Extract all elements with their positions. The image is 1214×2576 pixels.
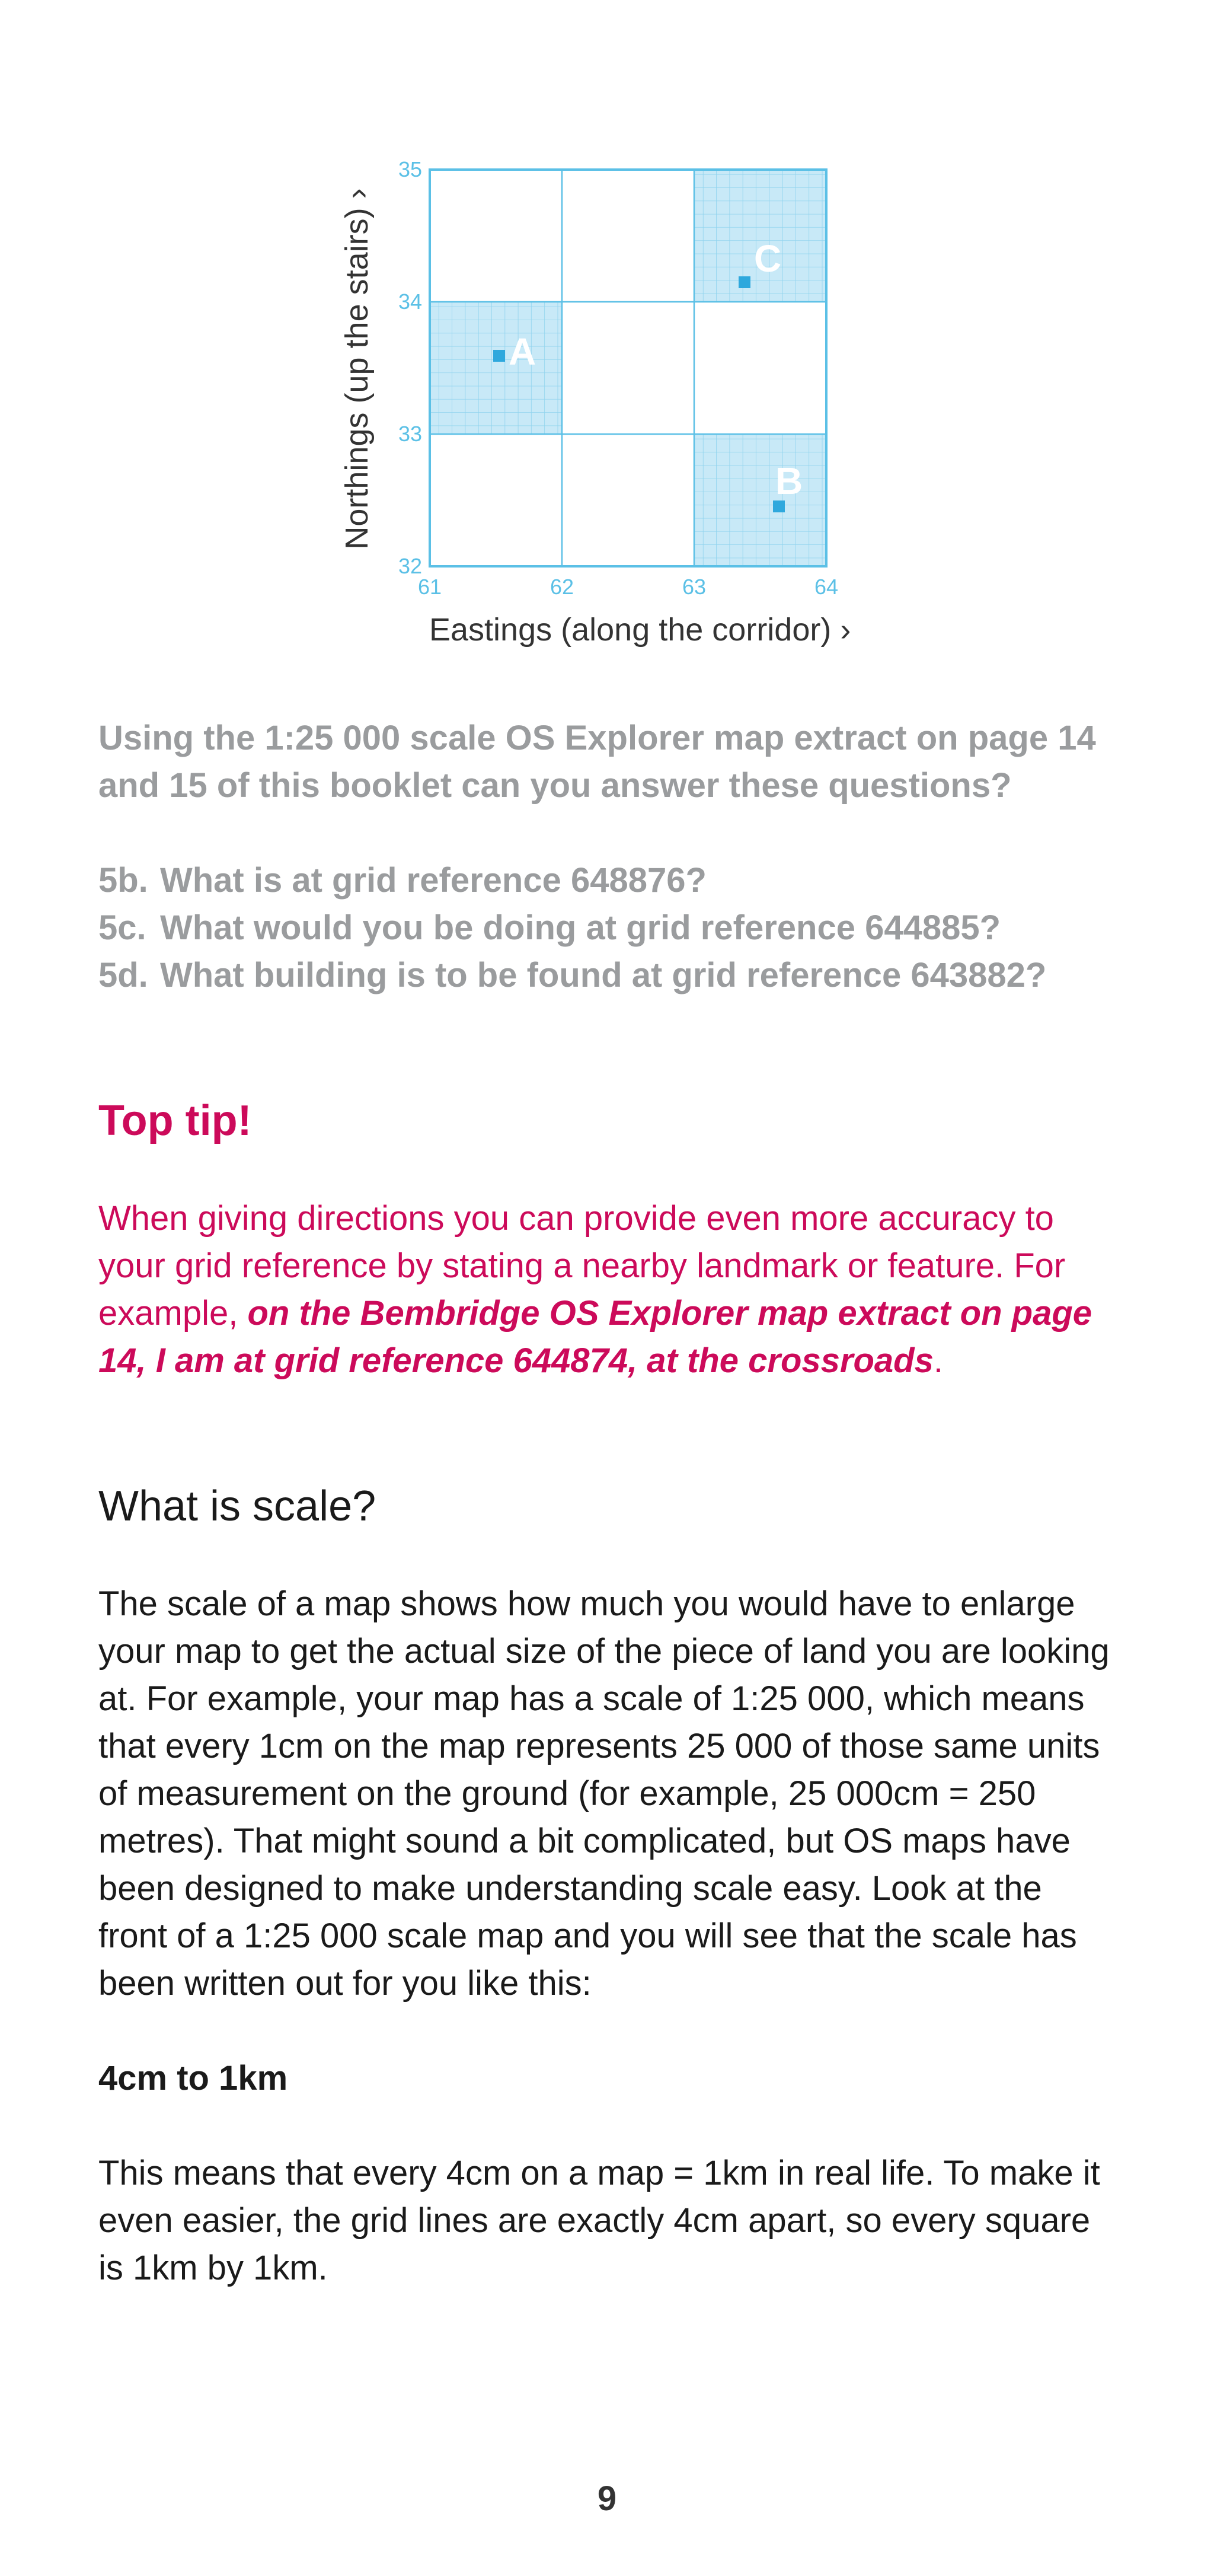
x-tick-61: 61 <box>417 575 442 599</box>
question-number: 5d. <box>98 956 148 994</box>
point-c-marker <box>739 276 750 288</box>
x-tick-64: 64 <box>814 575 839 599</box>
square-a-label: A <box>509 330 536 373</box>
questions-intro: Using the 1:25 000 scale OS Explorer map extract on page 14 and 15 of this booklet can you answer these questions? <box>98 719 1096 805</box>
scale-example: 4cm to 1km <box>98 2059 288 2097</box>
question-number: 5b. <box>98 861 148 900</box>
square-a-fill <box>430 302 562 434</box>
top-tip-heading: Top tip! <box>98 1097 252 1144</box>
x-tick-63: 63 <box>682 575 707 599</box>
x-axis-label: Eastings (along the corridor) › <box>429 612 851 648</box>
tip-text-emphasis: on the Bembridge OS Explorer map extract on page 14, I am at grid reference 644874, at the crossroads <box>98 1294 1092 1380</box>
square-c-fill <box>694 170 826 302</box>
questions-list <box>98 857 1118 999</box>
question-item <box>98 904 1118 952</box>
question-item <box>98 857 1118 904</box>
tip-text-end: . <box>933 1341 943 1380</box>
question-number: 5c. <box>98 908 146 947</box>
question-text: What would you be doing at grid reference 644885? <box>160 908 1001 947</box>
y-tick-34: 34 <box>398 289 422 314</box>
tip-text-plain: When giving directions you can provide even more accuracy to your grid reference by stating a nearby landmark or feature. For example, <box>98 1199 1066 1332</box>
scale-paragraph-1: The scale of a map shows how much you would have to enlarge your map to get the actual size of the piece of land you are looking at. For example, your map has a scale of 1:25 000, which means that every 1cm on the map represents 25 000 of those same units of measurement on the ground (for example, 25 000cm = 250 metres). That might sound a bit complicated, but OS maps have been designed to make understanding scale easy. Look at the front of a 1:25 000 scale map and you will see that the scale has been written out for you like this: <box>98 1585 1110 2003</box>
page-number: 9 <box>597 2479 617 2518</box>
scale-heading: What is scale? <box>98 1483 376 1530</box>
scale-paragraph-2: This means that every 4cm on a map = 1km in real life. To make it even easier, the grid lines are exactly 4cm apart, so every square is 1km by 1km. <box>98 2154 1100 2287</box>
grid-reference-diagram <box>320 148 913 652</box>
square-b-label: B <box>775 460 803 502</box>
top-tip-text <box>98 1195 1118 1385</box>
question-text: What building is to be found at grid reference 643882? <box>160 956 1047 994</box>
question-text: What is at grid reference 648876? <box>160 861 707 900</box>
question-item <box>98 952 1118 999</box>
y-axis-label: Northings (up the stairs) › <box>339 188 375 550</box>
x-tick-62: 62 <box>550 575 574 599</box>
y-tick-32: 32 <box>398 554 422 578</box>
point-a-marker <box>493 350 505 362</box>
y-tick-35: 35 <box>398 157 422 181</box>
point-b-marker <box>773 500 785 512</box>
square-b-fill <box>694 434 826 566</box>
y-tick-33: 33 <box>398 422 422 446</box>
square-c-label: C <box>754 237 782 280</box>
